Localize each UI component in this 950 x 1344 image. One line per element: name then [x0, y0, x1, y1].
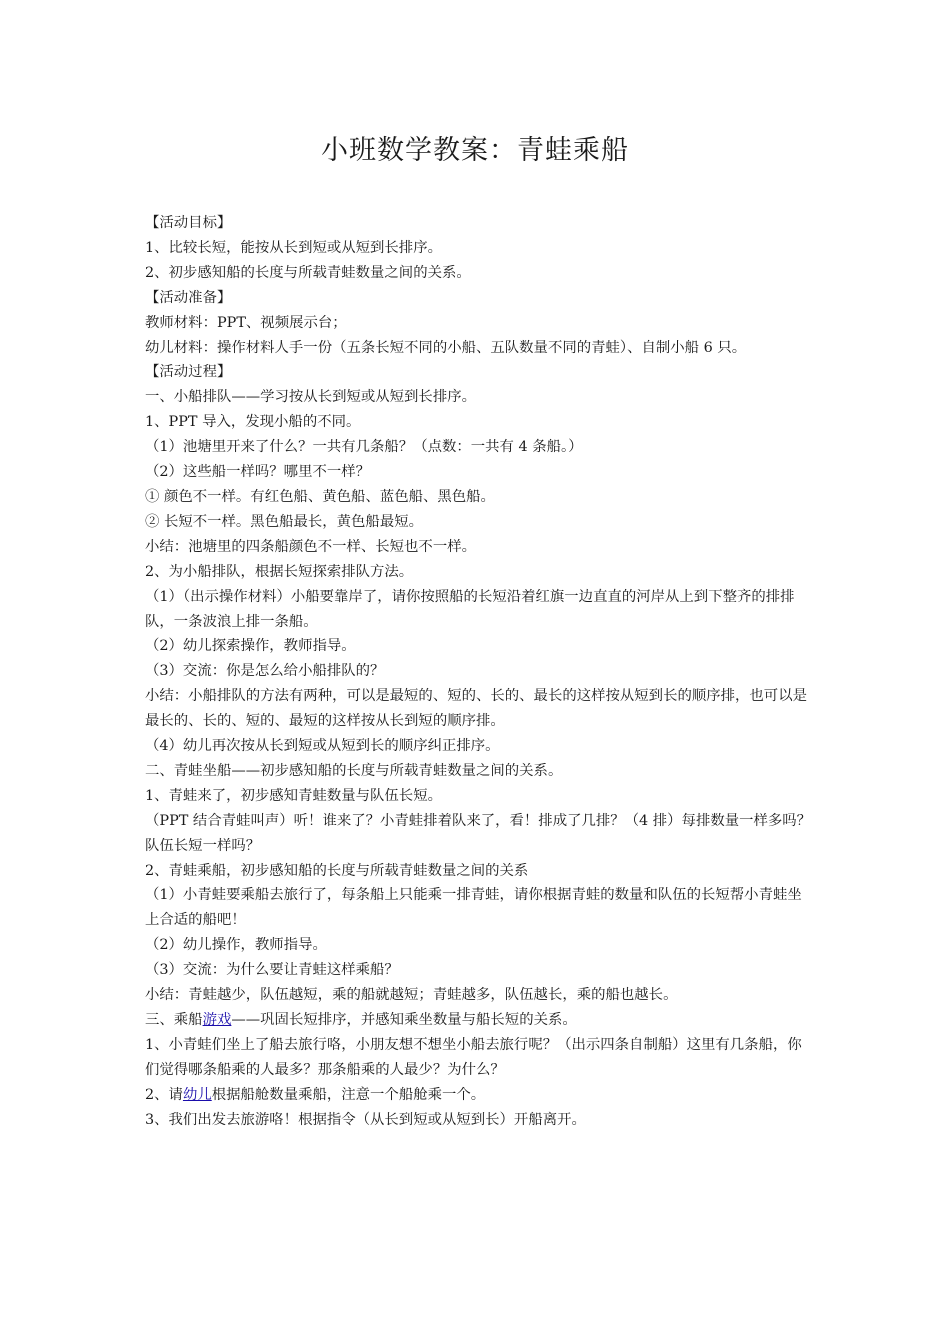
section-heading-goals: 【活动目标】 [145, 215, 232, 231]
section-heading-process: 【活动过程】 [145, 364, 232, 381]
paragraph: 1、青蛙来了，初步感知青蛙数量与队伍长短。 [145, 787, 442, 804]
paragraph: （2）幼儿探索操作，教师指导。 [145, 638, 356, 655]
paragraph: 1、PPT 导入，发现小船的不同。 [145, 414, 361, 431]
paragraph: 幼儿材料：操作材料人手一份（五条长短不同的小船、五队数量不同的青蛙）、自制小船 6 只。 [145, 339, 747, 356]
paragraph: 1、小青蛙们坐上了船去旅行咯，小朋友想不想坐小船去旅行呢？（出示四条自制船）这里有几条船，你们觉得哪条船乘的人最多？那条船乘的人最少？为什么？ [145, 1036, 802, 1078]
text: 根据船舱数量乘船，注意一个船舱乘一个。 [211, 1086, 486, 1103]
text: ——巩固长短排序，并感知乘坐数量与船长短的关系。 [231, 1012, 577, 1028]
children-link[interactable]: 幼儿 [182, 1086, 212, 1103]
paragraph: （PPT 结合青蛙叫声）听！谁来了？小青蛙排着队来了，看！排成了几排？（4 排）每排数量一样多吗？队伍长短一样吗？ [145, 812, 812, 854]
paragraph [145, 1008, 813, 1033]
paragraph: （4）幼儿再次按从长到短或从短到长的顺序纠正排序。 [145, 738, 500, 755]
paragraph: 2、为小船排队，根据长短探索排队方法。 [145, 563, 414, 580]
section-heading-preparation: 【活动准备】 [145, 289, 232, 306]
paragraph: 2、青蛙乘船，初步感知船的长度与所载青蛙数量之间的关系 [145, 862, 529, 879]
game-link[interactable]: 游戏 [202, 1012, 232, 1028]
paragraph: 1、比较长短，能按从长到短或从短到长排序。 [145, 239, 442, 256]
paragraph: （3）交流：为什么要让青蛙这样乘船？ [145, 962, 399, 979]
paragraph [145, 1083, 813, 1108]
paragraph: （3）交流：你是怎么给小船排队的？ [145, 663, 385, 680]
paragraph: ① 颜色不一样。有红色船、黄色船、蓝色船、黑色船。 [145, 488, 495, 505]
paragraph: 2、初步感知船的长度与所载青蛙数量之间的关系。 [145, 264, 471, 281]
paragraph: 3、我们出发去旅游咯！根据指令（从长到短或从短到长）开船离开。 [145, 1111, 586, 1128]
paragraph: 一、小船排队——学习按从长到短或从短到长排序。 [145, 389, 476, 406]
paragraph: （1）小青蛙要乘船去旅行了，每条船上只能乘一排青蛙，请你根据青蛙的数量和队伍的长短帮小青蛙坐上合适的船吧！ [145, 887, 802, 929]
text: 三、乘船 [145, 1012, 203, 1028]
paragraph: ② 长短不一样。黑色船最长，黄色船最短。 [145, 513, 423, 530]
paragraph: （1）池塘里开来了什么？一共有几条船？（点数：一共有 4 条船。） [145, 439, 583, 456]
paragraph: 小结：小船排队的方法有两种，可以是最短的、短的、长的、最长的这样按从短到长的顺序排，也可以是最长的、长的、短的、最短的这样按从长到短的顺序排。 [145, 688, 807, 730]
paragraph: 二、青蛙坐船——初步感知船的长度与所载青蛙数量之间的关系。 [145, 762, 563, 779]
document-body [145, 211, 813, 1133]
text: 2、请 [145, 1086, 183, 1103]
paragraph: （1）（出示操作材料）小船要靠岸了，请你按照船的长短沿着红旗一边直直的河岸从上到下整齐的排排队，一条波浪上排一条船。 [145, 588, 795, 630]
paragraph: （2）幼儿操作，教师指导。 [145, 937, 327, 954]
paragraph: 小结：青蛙越少，队伍越短，乘的船就越短；青蛙越多，队伍越长，乘的船也越长。 [145, 987, 678, 1004]
page-title: 小班数学教案：青蛙乘船 [321, 135, 629, 166]
paragraph: 教师材料：PPT、视频展示台； [145, 314, 347, 331]
paragraph: 小结：池塘里的四条船颜色不一样、长短也不一样。 [145, 538, 476, 555]
paragraph: （2）这些船一样吗？哪里不一样？ [145, 464, 371, 481]
